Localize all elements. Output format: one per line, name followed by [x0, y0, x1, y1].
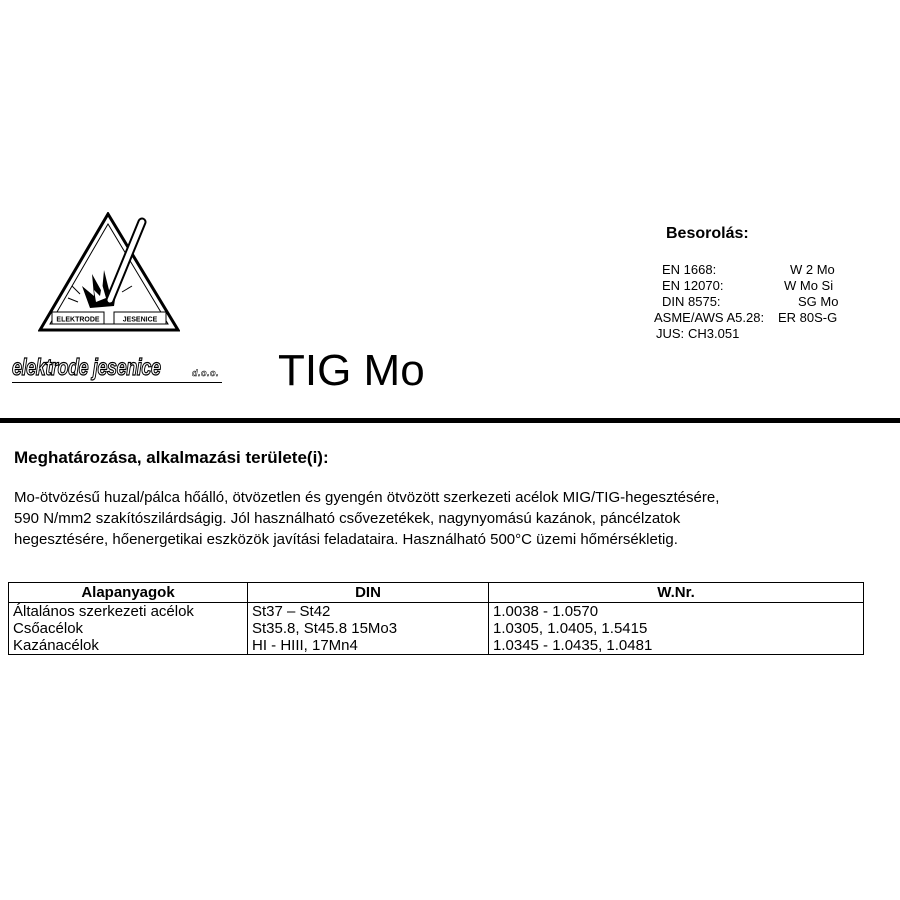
company-underline — [12, 382, 222, 383]
definition-line: Mo-ötvözésű huzal/pálca hőálló, ötvözetlen és gyengén ötvözött szerkezeti acélok MIG/TIG-hegesztésére, — [14, 489, 720, 506]
classification-standard: EN 12070: — [662, 278, 724, 293]
logo-left-text: ELEKTRODE — [56, 316, 100, 324]
materials-table — [8, 582, 864, 655]
cell-material: Csőacélok — [9, 620, 248, 637]
cell-material: Általános szerkezeti acélok — [9, 603, 248, 621]
classification-standard: DIN 8575: — [662, 294, 721, 309]
table-row — [9, 620, 864, 637]
logo-right-text: JESENICE — [122, 316, 158, 324]
classification-heading: Besorolás: — [666, 225, 749, 242]
company-name: elektrode jesenice — [12, 354, 161, 380]
definition-line: 590 N/mm2 szakítószilárdságig. Jól használható csővezetékek, nagynyomású kazánok, páncélzatok — [14, 510, 681, 527]
cell-wnr: 1.0038 - 1.0570 — [489, 603, 864, 621]
classification-value: CH3.051 — [688, 326, 740, 341]
table-header-row — [9, 583, 864, 603]
classification-standard: JUS: — [656, 326, 685, 341]
definition-text — [14, 487, 874, 550]
header-wnr: W.Nr. — [489, 583, 864, 603]
classification-value: ER 80S-G — [778, 310, 838, 325]
classification-value: SG Mo — [798, 294, 839, 309]
company-suffix: d.o.o. — [192, 368, 219, 378]
company-logo — [38, 212, 180, 336]
horizontal-rule — [0, 418, 900, 423]
definition-heading: Meghatározása, alkalmazási területe(i): — [14, 448, 329, 467]
cell-din: St37 – St42 — [248, 603, 489, 621]
header-base-materials: Alapanyagok — [9, 583, 248, 603]
classification-standard: ASME/AWS A5.28: — [654, 310, 765, 325]
classification-standard: EN 1668: — [662, 262, 717, 277]
product-title: TIG Mo — [278, 346, 425, 395]
classification-value: W 2 Mo — [790, 262, 835, 277]
table-row — [9, 603, 864, 621]
definition-line: hegesztésére, hőenergetikai eszközök javítási feladataira. Használható 500°C üzemi hőmérsékletig. — [14, 531, 678, 548]
table-row — [9, 637, 864, 655]
cell-wnr: 1.0305, 1.0405, 1.5415 — [489, 620, 864, 637]
classification-value: W Mo Si — [784, 278, 834, 293]
cell-din: St35.8, St45.8 15Mo3 — [248, 620, 489, 637]
cell-material: Kazánacélok — [9, 637, 248, 655]
cell-din: HI - HIII, 17Mn4 — [248, 637, 489, 655]
header-din: DIN — [248, 583, 489, 603]
cell-wnr: 1.0345 - 1.0435, 1.0481 — [489, 637, 864, 655]
